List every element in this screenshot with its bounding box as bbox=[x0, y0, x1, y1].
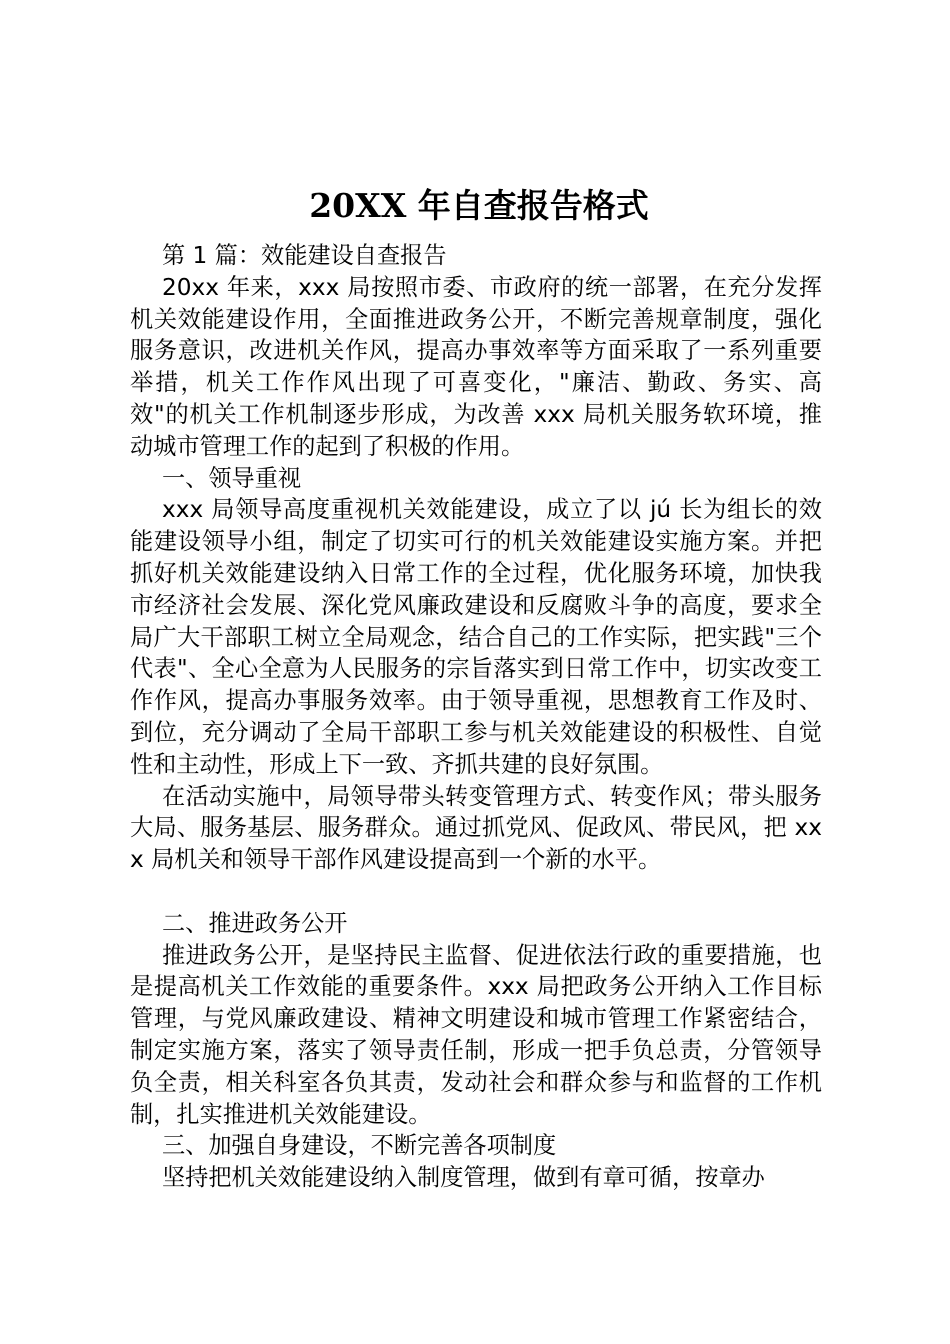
subtitle: 第 1 篇：效能建设自查报告 bbox=[162, 242, 447, 269]
section-3-paragraph-1: 坚持把机关效能建设纳入制度管理，做到有章可循，按章办 bbox=[162, 1164, 765, 1192]
document-title: 20XX 年自查报告格式 bbox=[309, 186, 649, 225]
section-1-paragraph-2: 在活动实施中，局领导带头转变管理方式、转变作风；带头服务大局、服务基层、服务群众。通过抓党风、促政风、带民风，把 xxx 局机关和领导干部作风建设提高到一个新的水平。 bbox=[130, 782, 822, 874]
section-1-paragraph-1: xxx 局领导高度重视机关效能建设，成立了以 jú 长为组长的效能建设领导小组，制定了切实可行的机关效能建设实施方案。并把抓好机关效能建设纳入日常工作的全过程，优化服务环境，加快我市经济社会发展、深化党风廉政建设和反腐败斗争的高度，要求全局广大干部职工树立全局观念，结合自己的工作实际，把实践"三个代表"、全心全意为人民服务的宗旨落实到日常工作中，切实改变工作作风，提高办事服务效率。由于领导重视，思想教育工作及时、到位，充分调动了全局干部职工参与机关效能建设的积极性、自觉性和主动性，形成上下一致、齐抓共建的良好氛围。 bbox=[130, 496, 822, 778]
intro-paragraph: 20xx 年来，xxx 局按照市委、市政府的统一部署，在充分发挥机关效能建设作用，全面推进政务公开，不断完善规章制度，强化服务意识，改进机关作风，提高办事效率等方面采取了一系列重要举措，机关工作作风出现了可喜变化，"廉洁、勤政、务实、高效"的机关工作机制逐步形成，为改善 xxx 局机关服务软环境，推动城市管理工作的起到了积极的作用。 bbox=[130, 273, 822, 460]
section-2-paragraph-1: 推进政务公开，是坚持民主监督、促进依法行政的重要措施，也是提高机关工作效能的重要条件。xxx 局把政务公开纳入工作目标管理，与党风廉政建设、精神文明建设和城市管理工作紧密结合，制定实施方案，落实了领导责任制，形成一把手负总责，分管领导负全责，相关科室各负其责，发动社会和群众参与和监督的工作机制，扎实推进机关效能建设。 bbox=[130, 941, 822, 1128]
section-heading-3: 三、加强自身建设，不断完善各项制度 bbox=[162, 1132, 557, 1160]
section-heading-1: 一、领导重视 bbox=[162, 464, 302, 492]
document-page bbox=[130, 178, 822, 1194]
blank-line bbox=[130, 876, 822, 908]
section-heading-2: 二、推进政务公开 bbox=[162, 909, 348, 937]
